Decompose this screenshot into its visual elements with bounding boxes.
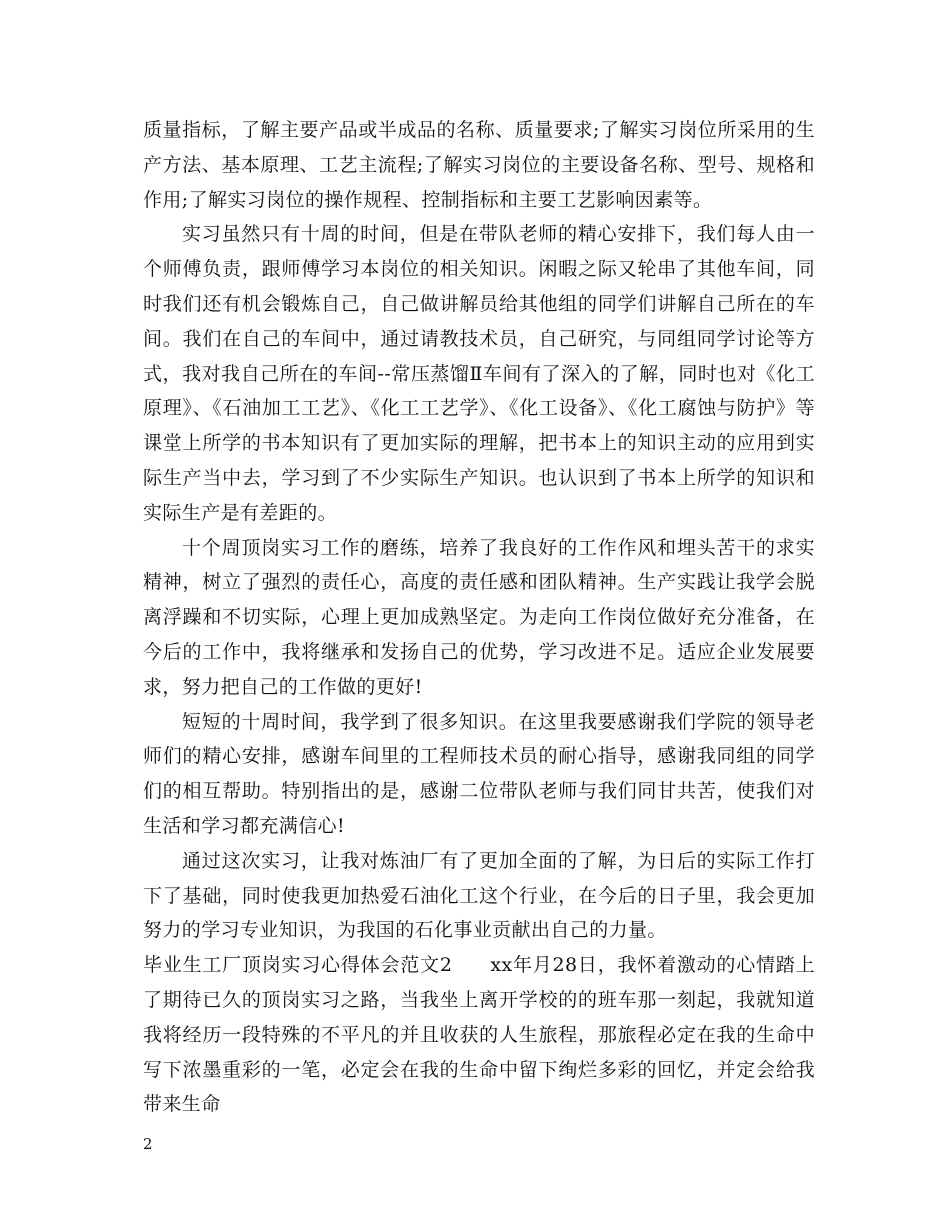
section-paragraph xyxy=(143,948,815,1122)
paragraph-3: 十个周顶岗实习工作的磨练，培养了我良好的工作作风和埋头苦干的求实精神，树立了强烈的责任心，高度的责任感和团队精神。生产实践让我学会脱离浮躁和不切实际，心理上更加成熟坚定。为走向工作岗位做好充分准备，在今后的工作中，我将继承和发扬自己的优势，学习改进不足。适应企业发展要求，努力把自己的工作做的更好! xyxy=(143,536,815,698)
page-number: 2 xyxy=(143,1135,153,1153)
section-text: xx年月28日，我怀着激动的心情踏上了期待已久的顶岗实习之路，当我坐上离开学校的的班车那一刻起，我就知道我将经历一段特殊的不平凡的并且收获的人生旅程，那旅程必定在我的生命中写下浓墨重彩的一笔，必定会在我的生命中留下绚烂多彩的回忆，并定会给我带来生命 xyxy=(143,954,815,1116)
section-title: 毕业生工厂顶岗实习心得体会范文2 xyxy=(143,954,453,977)
document-body xyxy=(143,113,815,1122)
paragraph-2: 实习虽然只有十周的时间，但是在带队老师的精心安排下，我们每人由一个师傅负责，跟师傅学习本岗位的相关知识。闲暇之际又轮串了其他车间，同时我们还有机会锻炼自己，自己做讲解员给其他组的同学们讲解自己所在的车间。我们在自己的车间中，通过请教技术员，自己研究，与同组同学讨论等方式，我对我自己所在的车间--常压蒸馏Ⅱ车间有了深入的了解，同时也对《化工原理》、《石油加工工艺》、《化工工艺学》、《化工设备》、《化工腐蚀与防护》等课堂上所学的书本知识有了更加实际的理解，把书本上的知识主动的应用到实际生产当中去，学习到了不少实际生产知识。也认识到了书本上所学的知识和实际生产是有差距的。 xyxy=(143,223,815,524)
paragraph-4: 短短的十周时间，我学到了很多知识。在这里我要感谢我们学院的领导老师们的精心安排，感谢车间里的工程师技术员的耐心指导，感谢我同组的同学们的相互帮助。特别指出的是，感谢二位带队老师与我们同甘共苦，使我们对生活和学习都充满信心! xyxy=(143,710,815,837)
paragraph-1: 质量指标，了解主要产品或半成品的名称、质量要求;了解实习岗位所采用的生产方法、基本原理、工艺主流程;了解实习岗位的主要设备名称、型号、规格和作用;了解实习岗位的操作规程、控制指标和主要工艺影响因素等。 xyxy=(143,119,815,211)
paragraph-5: 通过这次实习，让我对炼油厂有了更加全面的了解，为日后的实际工作打下了基础，同时使我更加热爱石油化工这个行业，在今后的日子里，我会更加努力的学习专业知识，为我国的石化事业贡献出自己的力量。 xyxy=(143,849,815,942)
